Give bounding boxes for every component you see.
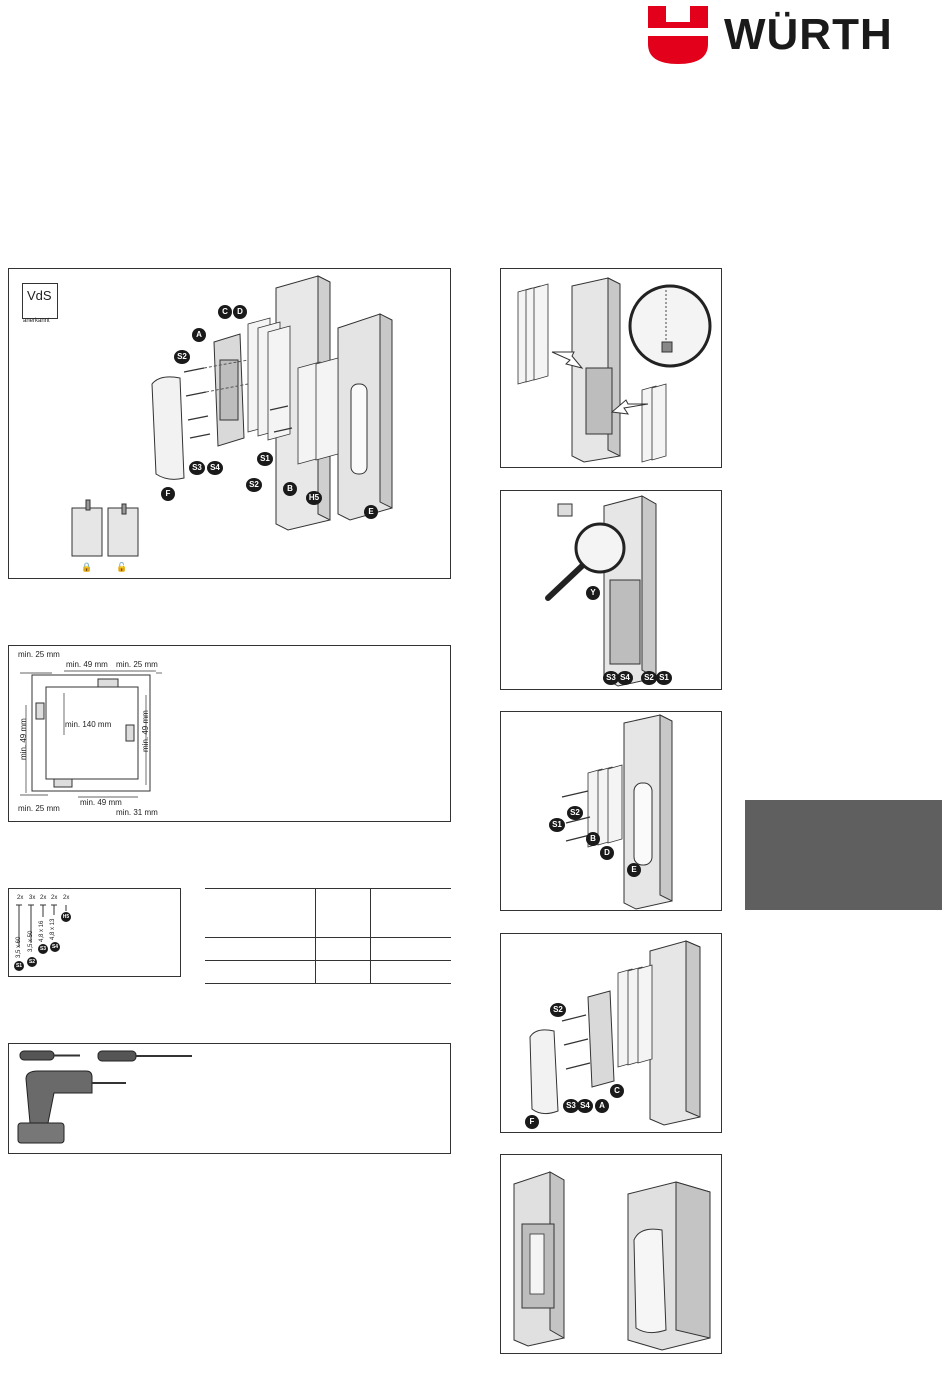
label-s2-top: S2 <box>174 350 190 364</box>
step4-label-f: F <box>525 1115 539 1129</box>
step-3-drawing <box>500 711 722 911</box>
step-5-drawing <box>500 1154 722 1354</box>
label-s2-bottom: S2 <box>246 478 262 492</box>
svg-text:🔓: 🔓 <box>116 563 128 573</box>
dim-top-left: min. 25 mm <box>18 650 60 659</box>
brand-name: WÜRTH <box>724 10 893 59</box>
screw-qty-h5: 2x <box>63 895 70 901</box>
screw-tag-s2: S2 <box>27 957 37 967</box>
label-d: D <box>233 305 247 319</box>
dimensions-drawing <box>8 645 451 822</box>
dim-bottom-left: min. 25 mm <box>18 804 60 813</box>
screw-qty-s2: 3x <box>29 895 36 901</box>
table-row <box>205 889 451 938</box>
screw-size-s4: 4,8 x 13 <box>50 918 56 940</box>
screw-size-s2: 3,5 x 50 <box>28 930 34 952</box>
step2-label-s1: S1 <box>656 671 672 685</box>
step3-label-s2: S2 <box>567 806 583 820</box>
step3-label-b: B <box>586 832 600 846</box>
cordless-drill-icon <box>18 1071 126 1143</box>
screw-tag-s1: S1 <box>14 961 24 971</box>
step4-label-s2: S2 <box>550 1003 566 1017</box>
label-e: E <box>364 505 378 519</box>
step-4-drawing <box>500 933 722 1133</box>
dim-inner: min. 140 mm <box>65 720 112 729</box>
dim-right-vertical: min. 49 mm <box>141 710 150 752</box>
label-s3: S3 <box>189 461 205 475</box>
label-s1: S1 <box>257 452 273 466</box>
tools-drawing <box>8 1043 451 1154</box>
step3-label-e: E <box>627 863 641 877</box>
step3-label-d: D <box>600 846 614 860</box>
step4-label-s4: S4 <box>577 1099 593 1113</box>
label-h5: H5 <box>306 491 322 505</box>
screw-qty-s1: 2x <box>17 895 24 901</box>
step2-label-s3: S3 <box>603 671 619 685</box>
step-2-drawing <box>500 490 722 690</box>
dim-bottom-right: min. 31 mm <box>116 808 158 817</box>
table-row <box>205 961 451 984</box>
label-b: B <box>283 482 297 496</box>
step4-label-s3: S3 <box>563 1099 579 1113</box>
step2-label-s4: S4 <box>617 671 633 685</box>
step4-label-c: C <box>610 1084 624 1098</box>
label-a: A <box>192 328 206 342</box>
step2-label-s2: S2 <box>641 671 657 685</box>
label-c: C <box>218 305 232 319</box>
screw-tag-s3: S3 <box>38 944 48 954</box>
svg-text:🔒: 🔒 <box>81 563 93 573</box>
spec-table <box>205 888 451 984</box>
step4-label-a: A <box>595 1099 609 1113</box>
screw-qty-s3: 2x <box>40 895 47 901</box>
vds-mark-text: VdS <box>27 288 52 303</box>
step2-label-y: Y <box>586 586 600 600</box>
step-1-drawing <box>500 268 722 468</box>
dim-top-mid: min. 49 mm <box>66 660 108 669</box>
vds-approval-subtext: anerkannt <box>23 318 50 324</box>
screw-tag-s4: S4 <box>50 942 60 952</box>
table-row <box>205 938 451 961</box>
flat-screwdriver-icon <box>20 1051 80 1060</box>
wurth-logo-mark <box>646 4 710 66</box>
phillips-screwdriver-icon <box>98 1051 192 1061</box>
label-f: F <box>161 487 175 501</box>
screw-size-s1: 3,5 x 60 <box>16 936 22 958</box>
dim-top-right: min. 25 mm <box>116 660 158 669</box>
dim-left-vertical: min. 49 mm <box>19 718 28 760</box>
step3-label-s1: S1 <box>549 818 565 832</box>
label-s4: S4 <box>207 461 223 475</box>
side-section-tab <box>745 800 942 910</box>
dim-bottom-mid: min. 49 mm <box>80 798 122 807</box>
screw-size-s3: 4,8 x 16 <box>39 920 45 942</box>
screw-tag-h5: H5 <box>61 912 71 922</box>
screw-qty-s4: 2x <box>51 895 58 901</box>
